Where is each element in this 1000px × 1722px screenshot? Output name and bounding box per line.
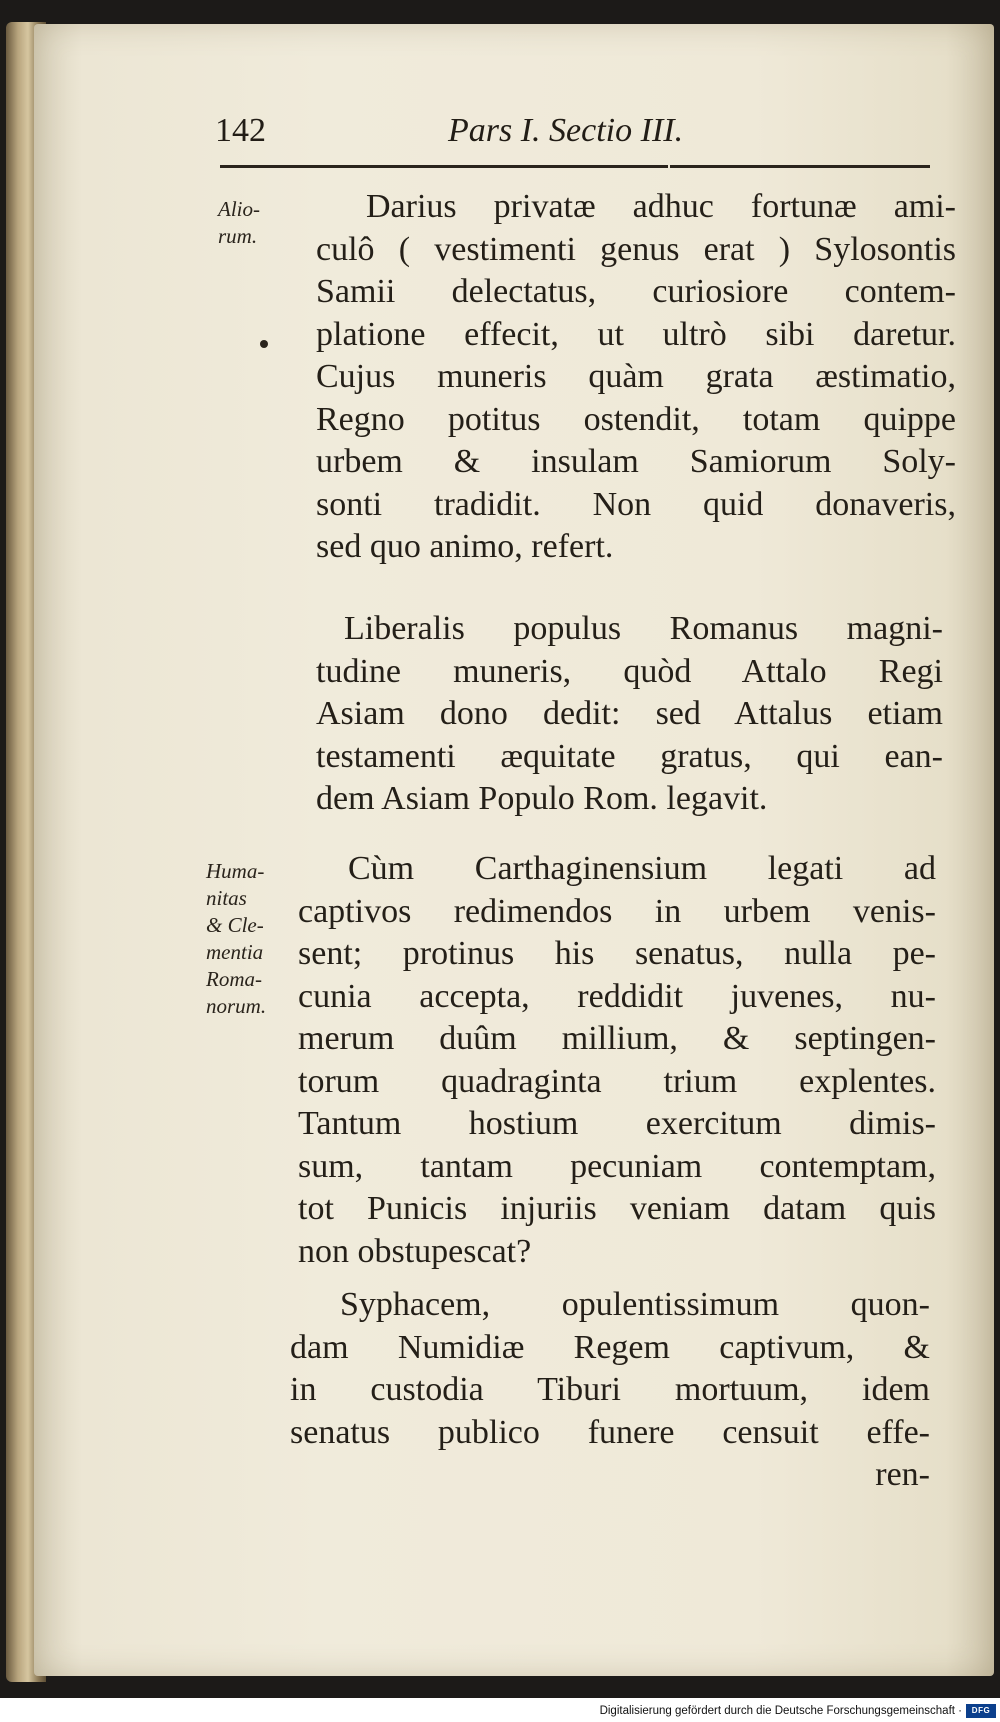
- text-line: tudine muneris, quòd Attalo Regi: [316, 652, 943, 690]
- paragraph-carthaginensium: [298, 848, 936, 1273]
- text-line: merum duûm millium, & septingen-: [298, 1020, 936, 1057]
- paragraph-syphacem: [290, 1284, 930, 1497]
- header-rule-left: [220, 165, 668, 168]
- text-line: urbem & insulam Samiorum Soly-: [316, 443, 956, 480]
- running-head: Pars I. Sectio III.: [448, 112, 684, 149]
- margin-note-line: Alio-: [218, 197, 260, 221]
- text-line: non obstupescat?: [298, 1232, 532, 1270]
- text-line: Tantum hostium exercitum dimis-: [298, 1105, 936, 1142]
- text-line: dem Asiam Populo Rom. legavit.: [316, 780, 768, 817]
- text-line: senatus publico funere censuit effe-: [290, 1413, 930, 1451]
- text-line: dam Numidiæ Regem captivum, &: [290, 1328, 930, 1366]
- margin-note-alio: [218, 196, 298, 250]
- text-line: captivos redimendos in urbem venis-: [298, 892, 936, 930]
- text-line: torum quadraginta trium explentes.: [298, 1062, 936, 1100]
- text-line: testamenti æquitate gratus, qui ean-: [316, 737, 943, 775]
- text-line: in custodia Tiburi mortuum, idem: [290, 1371, 930, 1408]
- margin-bullet-mark: [260, 340, 268, 348]
- margin-note-humanitas: [206, 858, 296, 1020]
- text-line: Samii delectatus, curiosiore contem-: [316, 273, 956, 310]
- credit-text: Digitalisierung gefördert durch die Deutsche Forschungsgemeinschaft ·: [599, 1705, 962, 1717]
- text-line: Cùm Carthaginensium legati ad: [348, 850, 936, 887]
- header-rule-right: [670, 165, 930, 168]
- text-line: Cujus muneris quàm grata æstimatio,: [316, 358, 956, 395]
- text-line: sed quo animo, refert.: [316, 528, 614, 565]
- margin-note-line: nitas: [206, 886, 247, 910]
- margin-note-line: mentia: [206, 940, 264, 964]
- page-number: 142: [215, 112, 266, 149]
- text-line: sonti tradidit. Non quid donaveris,: [316, 485, 956, 523]
- dfg-logo: DFG: [966, 1704, 996, 1718]
- text-line: platione effecit, ut ultrò sibi daretur.: [316, 315, 956, 353]
- text-line: culô ( vestimenti genus erat ) Sylosontis: [316, 230, 956, 268]
- paragraph-darius: [316, 186, 956, 569]
- text-line: sent; protinus his senatus, nulla pe-: [298, 935, 936, 972]
- margin-note-line: rum.: [218, 224, 258, 248]
- margin-note-line: & Cle-: [206, 913, 264, 937]
- paragraph-liberalis: [316, 608, 943, 821]
- text-line: Regno potitus ostendit, totam quippe: [316, 400, 956, 438]
- digitization-credit: [0, 1700, 1000, 1722]
- text-line: sum, tantam pecuniam contemptam,: [298, 1147, 936, 1185]
- text-line: Liberalis populus Romanus magni-: [344, 610, 943, 647]
- text-line: Darius privatæ adhuc fortunæ ami-: [366, 188, 956, 225]
- catchword: ren-: [875, 1456, 930, 1493]
- text-line: Syphacem, opulentissimum quon-: [340, 1286, 930, 1323]
- text-line: Asiam dono dedit: sed Attalus etiam: [316, 695, 943, 732]
- text-line: tot Punicis injuriis veniam datam quis: [298, 1190, 936, 1227]
- text-line: cunia accepta, reddidit juvenes, nu-: [298, 977, 936, 1015]
- margin-note-line: Roma-: [206, 967, 262, 991]
- margin-note-line: norum.: [206, 994, 267, 1018]
- margin-note-line: Huma-: [206, 859, 265, 883]
